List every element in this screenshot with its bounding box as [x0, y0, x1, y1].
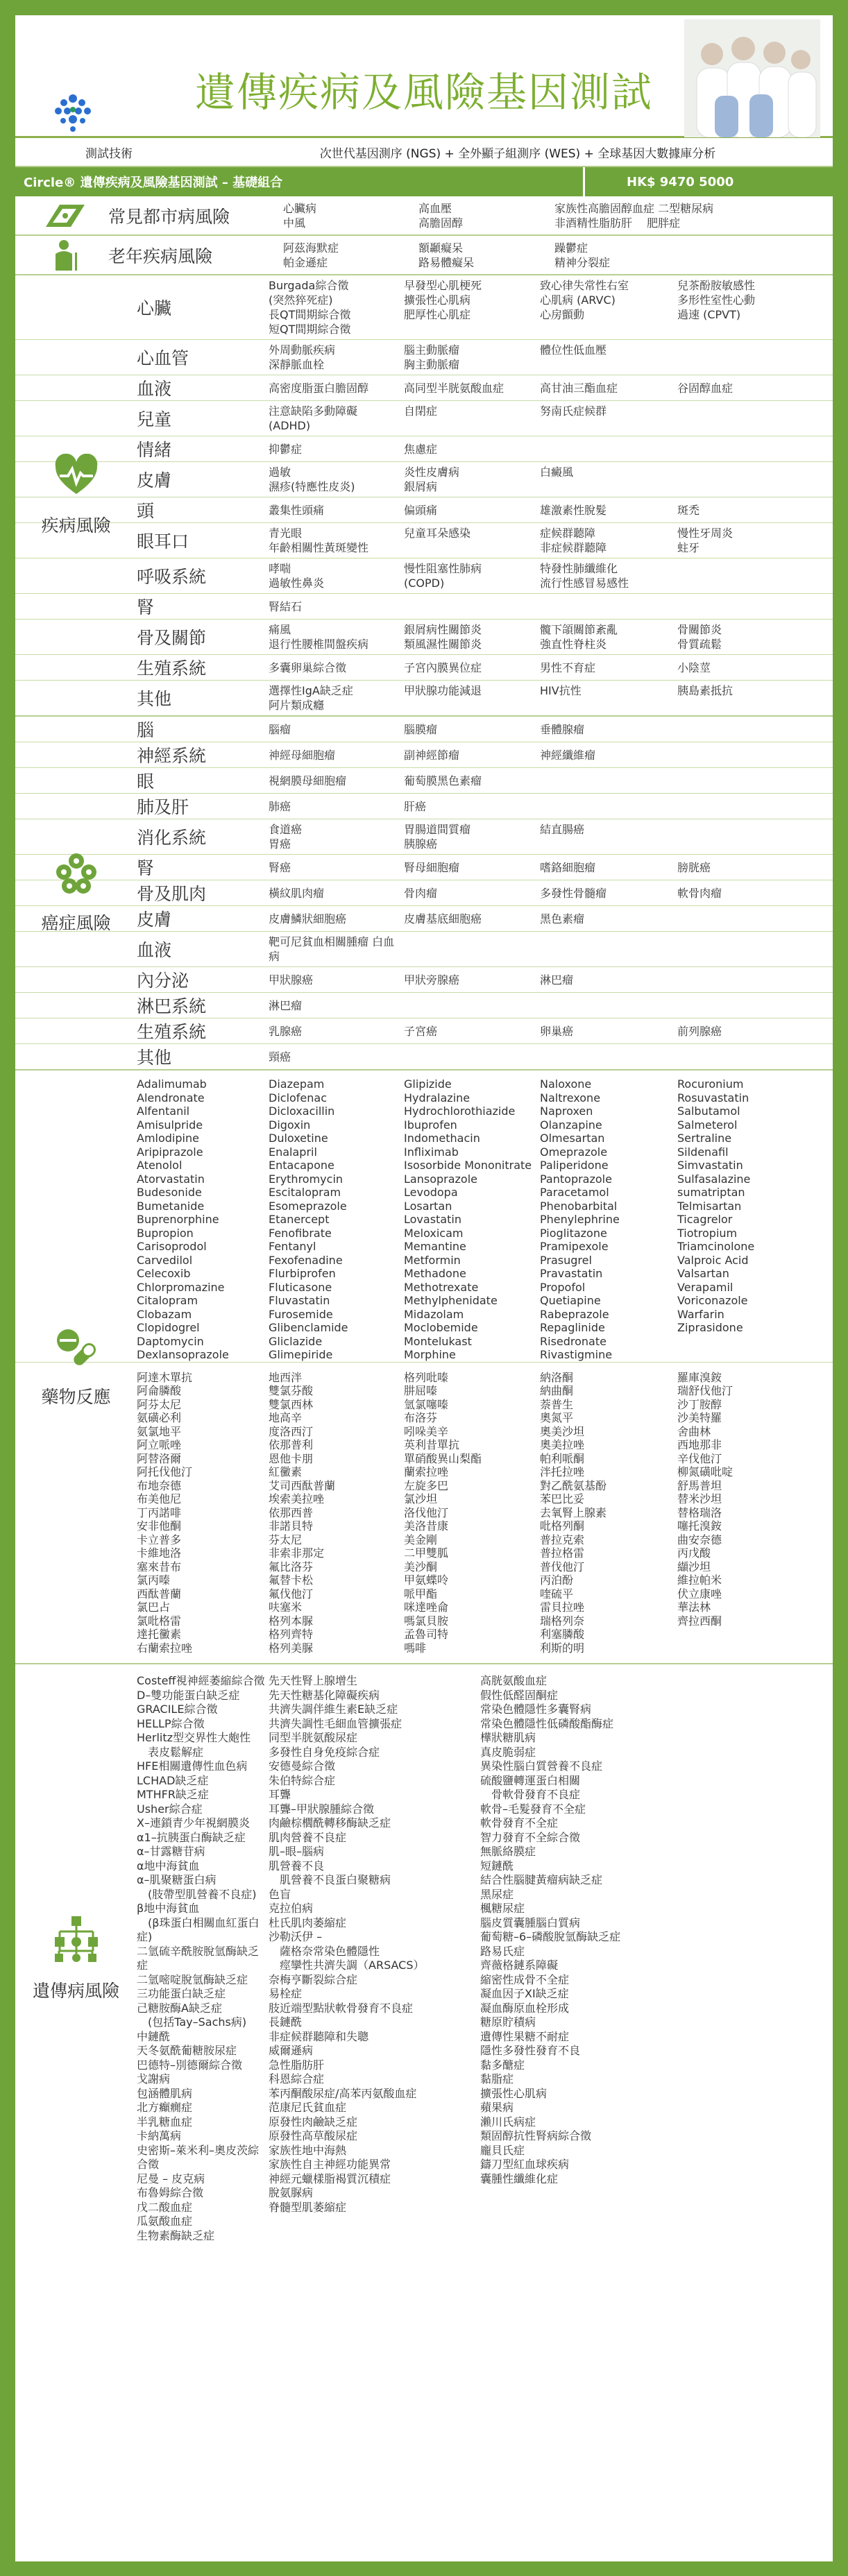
hereditary-risk-label: 遺傳病風險	[32, 1981, 119, 2001]
family-tree-icon	[52, 1915, 101, 1963]
risk-items	[269, 796, 833, 817]
risk-item: 淋巴瘤	[269, 998, 303, 1012]
risk-item: 體位性低血壓	[540, 343, 607, 357]
risk-item: 胃腸道間質瘤 胰腺癌	[404, 823, 471, 851]
risk-item: 哮喘 過敏性鼻炎	[269, 562, 325, 590]
risk-row	[15, 1018, 833, 1044]
risk-item: 頸癌	[269, 1050, 291, 1064]
risk-item: 子宮癌	[404, 1024, 438, 1038]
risk-item	[677, 599, 816, 614]
risk-subcategory: 血液	[137, 940, 172, 960]
risk-subcategory: 骨及關節	[137, 628, 207, 648]
risk-subcategory: 腎	[137, 858, 155, 878]
risk-item: 兒童耳朵感染	[404, 527, 471, 540]
risk-item: 肺癌	[269, 799, 291, 813]
risk-row	[15, 932, 833, 967]
drug-column: 格列吡嗪 肼屈嗪 氫氯噻嗪 布洛芬 吲哚美辛 英利昔單抗 單硝酸異山梨酯 蘭索拉唑 左旋多巴 氯沙坦 洛伐他汀 美洛昔康 美金剛 二甲雙胍 美沙酮 甲氨蝶呤 哌甲酯 咪達唑侖 嗎氯貝胺 孟魯司特 嗎啡	[404, 1370, 482, 1655]
risk-items	[269, 439, 833, 459]
risk-item	[677, 973, 816, 987]
risk-item: 自閉症	[404, 404, 438, 418]
risk-subcategory: 皮膚	[137, 910, 172, 930]
risk-subcategory: 淋巴系統	[137, 996, 207, 1016]
risk-subcategory: 頭	[137, 501, 155, 521]
risk-row	[15, 1044, 833, 1069]
common-disease-section	[15, 196, 833, 236]
risk-subcategory: 內分泌	[137, 971, 189, 991]
risk-items	[269, 340, 833, 375]
hereditary-column: 先天性腎上腺增生 先天性糖基化障礙疾病 共濟失調伴維生素E缺乏症 共濟失調性毛細血管擴張症 同型半胱氨酸尿症 多發性自身免疫綜合症 安德曼綜合徵 朱伯特綜合症 耳聾 耳聾–甲狀腺腫綜合徵 肉鹼棕櫚酰轉移酶缺乏症 肌肉營養不良症 肌–眼–腦病 肌營養不良 肌營養不良蛋白聚糖病 色盲 克拉伯病 杜氏肌肉萎縮症 沙勒沃伊 – 薩格奈常染色體隱性 痙攣性共濟失調（ARSACS） 奈梅亨斷裂綜合症 易栓症 肢近端型點狀軟骨發育不良症 長鏈酰 非症候群聽障和失聰 威爾遜病 急性脂肪肝 科恩綜合症 苯丙酮酸尿症/高苯丙氨酸血症 范康尼氏貧血症 原發性肉鹼缺乏症 原發性高草酸尿症 家族性地中海熱 家族性自主神經功能異常 神經元蠟樣脂褐質沉積症 脫氨脲病 脊髓型肌萎縮症	[269, 1674, 425, 2214]
risk-items	[269, 597, 833, 617]
drug-response-label: 藥物反應	[41, 1387, 111, 1407]
risk-items	[269, 401, 833, 436]
risk-row	[15, 558, 833, 594]
risk-item: 雄激素性脫髮	[540, 503, 607, 517]
drug-column: 阿達木單抗 阿侖膦酸 阿芬太尼 氨磺必利 氨氯地平 阿立哌唑 阿替洛爾 阿托伐他汀 布地奈德 布美他尼 丁丙諾啡 安非他酮 卡立普多 卡維地洛 塞來昔布 氯丙嗪 西酞普蘭 氯巴占 氯吡格雷 達托黴素 右蘭索拉唑	[137, 1370, 193, 1655]
risk-item: 慢性牙周炎 蛀牙	[677, 527, 733, 554]
risk-item: 痛風 退行性腰椎間盤疾病	[269, 623, 369, 651]
risk-item: 白癜風	[540, 466, 574, 479]
risk-row	[15, 794, 833, 819]
risk-item	[677, 1050, 816, 1064]
risk-item: 腎母細胞瘤	[404, 860, 460, 874]
risk-item: 高密度脂蛋白膽固醇	[269, 381, 369, 395]
risk-item: 高同型半胱氨酸血症	[404, 381, 504, 395]
risk-subcategory: 心血管	[137, 348, 189, 368]
risk-item	[677, 935, 816, 964]
risk-subcategory: 生殖系統	[137, 1022, 207, 1042]
drug-response-category	[15, 1071, 137, 1663]
package-price: HK$ 9470 5000	[583, 167, 833, 196]
risk-item: 青光眼 年齡相關性黃斑變性	[269, 527, 369, 554]
risk-item: 骨肉瘤	[404, 886, 438, 900]
risk-items	[269, 1021, 833, 1041]
risk-item: 肝癌	[404, 799, 427, 813]
risk-items	[269, 275, 833, 339]
risk-item	[677, 822, 816, 851]
risk-subcategory: 眼耳口	[137, 531, 189, 552]
risk-item: 髖下頜關節紊亂 強直性脊柱炎	[540, 623, 618, 651]
risk-row	[15, 594, 833, 620]
risk-item: 腎結石	[269, 599, 303, 613]
risk-item: 小陰莖	[677, 660, 711, 674]
drug-column: Naloxone Naltrexone Naproxen Olanzapine Olmesartan Omeprazole Paliperidone Pantoprazole Paracetamol Phenobarbital Phenylephrine Pioglitazone Pramipexole Prasugrel Pravastatin Propofol Quetiapine Rabeprazole Repaglinide Risedronate Rivastigmine	[540, 1077, 620, 1361]
risk-row	[15, 855, 833, 880]
risk-item: 腦瘤	[269, 722, 291, 736]
tech-bar	[15, 136, 833, 167]
risk-item: 腦膜瘤	[404, 722, 438, 736]
risk-item	[677, 722, 816, 737]
elderly-person-icon	[43, 239, 87, 272]
common-disease-label: 常見都市病風險	[108, 206, 230, 227]
risk-items	[269, 909, 833, 929]
elderly-disease-section	[15, 236, 833, 275]
risk-items	[269, 719, 833, 740]
risk-item: 谷固醇血症	[677, 381, 733, 395]
risk-item: 炎性皮膚病 銀屑病	[404, 466, 460, 493]
page	[15, 15, 833, 2561]
risk-subcategory: 眼	[137, 771, 155, 792]
risk-item: 焦慮症	[404, 442, 438, 456]
risk-items	[269, 378, 833, 398]
risk-subcategory: 其他	[137, 1048, 172, 1068]
risk-item	[404, 998, 540, 1013]
risk-items	[269, 745, 833, 765]
risk-items	[269, 858, 833, 878]
risk-item: 卵巢癌	[540, 1024, 574, 1038]
risk-item	[677, 465, 816, 494]
risk-subcategory: 皮膚	[137, 470, 172, 491]
risk-item: 皮膚鱗狀細胞癌	[269, 912, 347, 926]
risk-item: 子宮內膜異位症	[404, 660, 482, 674]
risk-item	[404, 935, 540, 964]
item: 躁鬱症 精神分裂症	[554, 241, 611, 269]
drug-column: Glipizide Hydralazine Hydrochlorothiazide Ibuprofen Indomethacin Infliximab Isosorbide Mononitrate Lansoprazole Levodopa Losartan Lovastatin Meloxicam Memantine Metformin Methadone Methotrexate Methylphenidate Midazolam Moclobemide Montelukast Morphine	[404, 1077, 532, 1361]
family-photo-icon	[684, 19, 820, 137]
risk-item: 前列腺癌	[677, 1024, 722, 1038]
risk-item	[677, 799, 816, 814]
risk-item: 食道癌 胃癌	[269, 823, 303, 851]
risk-item: 軟骨肉瘤	[677, 886, 722, 900]
risk-item: 偏頭痛	[404, 503, 438, 517]
risk-row	[15, 906, 833, 932]
drug-column: 地西泮 雙氯芬酸 雙氯西林 地高辛 度洛西汀 依那普利 恩他卡朋 紅黴素 艾司西酞普蘭 埃索美拉唑 依那西普 非諾貝特 芬太尼 非索非那定 氟比洛芬 氟替卡松 氟伐他汀 呋塞米 格列本脲 格列齊特 格列美脲	[269, 1370, 336, 1655]
risk-subcategory: 腎	[137, 597, 155, 617]
risk-item: 症候群聽障 非症候群聽障	[540, 527, 607, 554]
risk-item: 淋巴瘤	[540, 973, 574, 987]
risk-item: 靶可尼貧血相關腫瘤 白血病	[269, 935, 395, 963]
risk-subcategory: 呼吸系統	[137, 567, 207, 587]
risk-row	[15, 275, 833, 340]
risk-row	[15, 620, 833, 655]
risk-item	[540, 599, 677, 614]
common-disease-items	[283, 201, 833, 230]
risk-item: 結直腸癌	[540, 823, 585, 836]
risk-row	[15, 655, 833, 681]
artery-icon	[43, 199, 87, 232]
risk-item	[540, 1050, 677, 1064]
package-name: Circle® 遺傳疾病及風險基因測試 – 基礎組合	[24, 176, 283, 190]
risk-item: 銀屑病性關節炎 類風濕性關節炎	[404, 623, 482, 651]
risk-subcategory: 心臟	[137, 298, 172, 318]
risk-item: 選擇性IgA缺乏症 阿片類成癮	[269, 684, 353, 712]
risk-item	[540, 774, 677, 788]
drug-column: Rocuronium Rosuvastatin Salbutamol Salmeterol Sertraline Sildenafil Simvastatin Sulfasalazine sumatriptan Telmisartan Ticagrelor Tiotropium Triamcinolone Valproic Acid Valsartan Verapamil Voriconazole Warfarin Ziprasidone	[677, 1077, 755, 1334]
item: 阿茲海默症 帕金遜症	[283, 241, 339, 269]
drug-column: 羅庫溴銨 瑞舒伐他汀 沙丁胺醇 沙美特羅 舍曲林 西地那非 辛伐他汀 柳氮磺吡啶 舒馬普坦 替米沙坦 替格瑞洛 噻托溴銨 曲安奈德 丙戊酸 纈沙坦 維拉帕米 伏立康唑 華法林 齊拉西酮	[677, 1370, 733, 1628]
risk-items	[269, 883, 833, 903]
risk-item: 視網膜母細胞瘤	[269, 774, 347, 787]
risk-item: HIV抗性	[540, 684, 582, 697]
risk-item: 橫紋肌肉瘤	[269, 886, 325, 900]
risk-items	[269, 932, 833, 966]
pill-icon	[54, 1325, 99, 1370]
risk-item: 叢集性頭痛	[269, 503, 325, 517]
risk-item: 甲狀腺功能減退	[404, 684, 482, 697]
risk-items	[269, 620, 833, 654]
risk-item: 副神經節瘤	[404, 748, 460, 762]
tech-label: 測試技術	[85, 146, 133, 161]
cancer-cell-icon	[54, 851, 99, 896]
risk-items	[269, 558, 833, 593]
package-bar	[15, 167, 833, 196]
cancer-risk-section	[15, 717, 833, 1071]
risk-row	[15, 742, 833, 768]
risk-item	[677, 343, 816, 372]
risk-subcategory: 腦	[137, 720, 155, 740]
risk-item: 多發性骨髓瘤	[540, 886, 607, 900]
risk-items	[269, 970, 833, 990]
risk-item: 抑鬱症	[269, 442, 303, 456]
hereditary-list	[15, 1664, 833, 2253]
risk-item	[404, 599, 540, 614]
risk-item	[677, 998, 816, 1013]
risk-item: 乳腺癌	[269, 1024, 303, 1038]
disease-risk-section	[15, 275, 833, 717]
risk-item: 腎癌	[269, 860, 291, 874]
risk-item: 男性不育症	[540, 660, 596, 674]
hereditary-column: Costeff視神經萎縮綜合徵 D–雙功能蛋白缺乏症 GRACILE綜合徵 HELLP綜合徵 Herlitz型交界性大皰性 表皮鬆解症 HFE相關遺傳性血色病 LCHAD缺乏症 MTHFR缺乏症 Usher綜合症 X–連鎖青少年視網膜炎 α1–抗胰蛋白酶缺乏症 α–甘露糖苷病 α地中海貧血 α–肌聚糖蛋白病 (肢帶型肌營養不良症) β地中海貧血 (β珠蛋白相關血紅蛋白症) 二氫硫辛酰胺脫氫酶缺乏症 二氫嘧啶脫氫酶缺乏症 三功能蛋白缺乏症 己糖胺酶A缺乏症 (包括Tay–Sachs病) 中鏈酰 天冬氨酰葡糖胺尿症 巴德特–別德爾綜合徵 戈謝病 包涵體肌病 北方癲癇症 半乳糖血症 卡納萬病 史密斯–萊米利–奧皮茨綜合徵 尼曼 – 皮克病 布魯姆綜合徵 戊二酸血症 瓜氨酸血症 生物素酶缺乏症	[137, 1674, 265, 2242]
risk-item: 努南氏症候群	[540, 404, 607, 418]
hereditary-column: 高胱氨酸血症 假性低醛固酮症 常染色體隱性多囊腎病 常染色體隱性低磷酸酯酶症 樺狀糖肌病 真皮脆弱症 異染性腦白質營養不良症 硫酸鹽轉運蛋白相關 骨軟骨發育不良症 軟骨–毛髮發育不全症 軟骨發育不全症 智力發育不全綜合徵 無脈絡膜症 短鏈酰 結合性腦腱黃瘤病缺乏症 黑尿症 楓糖尿症 腦皮質囊腫腦白質病 葡萄糖–6–磷酸脫氫酶缺乏症 路易氏症 齊薇格鏈系障礙 縮密性成骨不全症 凝血因子XI缺乏症 凝血酶原血栓形成 糖原貯積病 遺傳性果糖不耐症 隱性多發性發育不良 黏多醣症 黏脂症 擴張性心肌病 蘋果病 瀨川氏病症 類固醇抗性腎病綜合徵 龐貝氏症 鑄刀型紅血球疾病 囊腫性纖維化症	[480, 1674, 621, 2185]
cancer-risk-label: 癌症風險	[41, 913, 111, 933]
risk-row	[15, 340, 833, 375]
risk-item: Burgada綜合徵 (突然猝死症) 長QT間期綜合徵 短QT間期綜合徵	[269, 279, 351, 336]
risk-row	[15, 967, 833, 993]
drug-column: Adalimumab Alendronate Alfentanil Amisulpride Amlodipine Aripiprazole Atenolol Atorvastatin Budesonide Bumetanide Buprenorphine Bupropion Carisoprodol Carvedilol Celecoxib Chlorpromazine Citalopram Clobazam Clopidogrel Daptomycin Dexlansoprazole	[137, 1077, 229, 1361]
page-title: 遺傳疾病及風險基因測試	[194, 69, 653, 116]
risk-item	[677, 561, 816, 590]
risk-item: 黑色素瘤	[540, 912, 585, 926]
risk-item: 胰島素抵抗	[677, 684, 733, 697]
risk-item	[404, 1050, 540, 1064]
cancer-risk-category	[15, 717, 137, 1069]
risk-item	[540, 442, 677, 457]
risk-subcategory: 血液	[137, 379, 172, 399]
risk-item: 神經母細胞瘤	[269, 748, 336, 762]
risk-item: 斑禿	[677, 503, 700, 517]
risk-item: 葡萄膜黑色素瘤	[404, 774, 482, 787]
item: 高血壓 高膽固醇	[418, 201, 464, 230]
risk-row	[15, 880, 833, 906]
risk-item: 神經纖維瘤	[540, 748, 596, 762]
elderly-disease-label: 老年疾病風險	[108, 246, 213, 266]
risk-row	[15, 681, 833, 715]
hereditary-risk-category	[15, 1664, 137, 2253]
risk-item: 高甘油三酯血症	[540, 381, 618, 395]
risk-items	[269, 681, 833, 715]
risk-row	[15, 497, 833, 523]
heart-pulse-icon	[54, 454, 99, 498]
item: 額顳癡呆 路易體癡呆	[418, 241, 475, 269]
risk-subcategory: 其他	[137, 689, 172, 709]
risk-item: 膀胱癌	[677, 860, 711, 874]
risk-items	[269, 996, 833, 1016]
risk-row	[15, 768, 833, 794]
risk-items	[269, 523, 833, 558]
risk-item: 注意缺陷多動障礙 (ADHD)	[269, 404, 358, 432]
risk-row	[15, 717, 833, 742]
risk-items	[269, 500, 833, 520]
risk-item: 甲狀腺癌	[269, 973, 314, 987]
tech-value: 次世代基因測序 (NGS) + 全外顯子組測序 (WES) + 全球基因大數據庫分析	[319, 146, 716, 161]
risk-row	[15, 375, 833, 401]
risk-items	[269, 1047, 833, 1067]
drug-column: Diazepam Diclofenac Dicloxacillin Digoxin Duloxetine Enalapril Entacapone Erythromycin Escitalopram Esomeprazole Etanercept Fenofibrate Fentanyl Fexofenadine Flurbiprofen Fluticasone Fluvastatin Furosemide Glibenclamide Gliclazide Glimepiride	[269, 1077, 348, 1361]
drug-response-section	[15, 1071, 833, 1664]
risk-item	[677, 774, 816, 788]
risk-item	[540, 799, 677, 814]
drug-list-chinese	[15, 1362, 833, 1664]
risk-item: 多囊卵巢綜合徵	[269, 660, 347, 674]
disease-risk-label: 疾病風險	[41, 515, 111, 536]
risk-items	[269, 771, 833, 791]
disease-risk-category	[15, 275, 137, 715]
risk-item: 兒茶酚胺敏感性 多形性室性心動 過速 (CPVT)	[677, 279, 756, 321]
risk-item	[540, 935, 677, 964]
risk-items	[269, 658, 833, 678]
risk-subcategory: 神經系統	[137, 746, 207, 766]
risk-row	[15, 401, 833, 436]
risk-subcategory: 肺及肝	[137, 797, 189, 817]
risk-item: 外周動脈疾病 深靜脈血栓	[269, 343, 336, 371]
risk-item: 嗜鉻細胞瘤	[540, 860, 596, 874]
item: 家族性高膽固醇血症 二型糖尿病 非酒精性脂肪肝 肥胖症	[554, 201, 714, 230]
risk-row	[15, 819, 833, 855]
risk-item: 慢性阻塞性肺病 (COPD)	[404, 562, 482, 590]
risk-subcategory: 骨及肌肉	[137, 884, 207, 904]
risk-subcategory: 兒童	[137, 409, 172, 429]
risk-row	[15, 462, 833, 497]
risk-item	[677, 404, 816, 433]
risk-item: 甲狀旁腺癌	[404, 973, 460, 987]
risk-item: 過敏 濕疹(特應性皮炎)	[269, 466, 355, 493]
item: 心臟病 中風	[283, 201, 317, 230]
risk-item: 特發性肺纖維化 流行性感冒易感性	[540, 562, 629, 590]
risk-item: 早發型心肌梗死 擴張性心肌病 肥厚性心肌症	[404, 279, 482, 321]
risk-row	[15, 993, 833, 1018]
elderly-disease-items	[283, 241, 833, 270]
risk-item: 致心律失常性右室 心肌病 (ARVC) 心房顫動	[540, 279, 629, 321]
risk-row	[15, 523, 833, 558]
risk-item	[677, 748, 816, 762]
risk-item	[677, 912, 816, 926]
risk-items	[269, 462, 833, 497]
hereditary-risk-section	[15, 1664, 833, 2253]
risk-item: 皮膚基底細胞癌	[404, 912, 482, 926]
drug-column: 納洛酮 納曲酮 萘普生 奧氮平 奧美沙坦 奧美拉唑 帕利哌酮 泮托拉唑 對乙酰氨基酚 苯巴比妥 去氧腎上腺素 吡格列酮 普拉克索 普拉格雷 普伐他汀 丙泊酚 喹硫平 雷貝拉唑 瑞格列奈 利塞膦酸 利斯的明	[540, 1370, 607, 1655]
risk-item: 骨關節炎 骨質疏鬆	[677, 623, 722, 651]
risk-subcategory: 情緒	[137, 440, 172, 460]
risk-subcategory: 消化系統	[137, 828, 207, 848]
risk-item: 垂體腺瘤	[540, 722, 585, 736]
risk-item: 腦主動脈瘤 胸主動脈瘤	[404, 343, 460, 371]
risk-items	[269, 819, 833, 854]
header	[15, 15, 833, 136]
risk-row	[15, 436, 833, 462]
risk-subcategory: 生殖系統	[137, 658, 207, 679]
risk-item	[677, 442, 816, 457]
drug-list-english	[15, 1071, 833, 1362]
risk-item	[540, 998, 677, 1013]
